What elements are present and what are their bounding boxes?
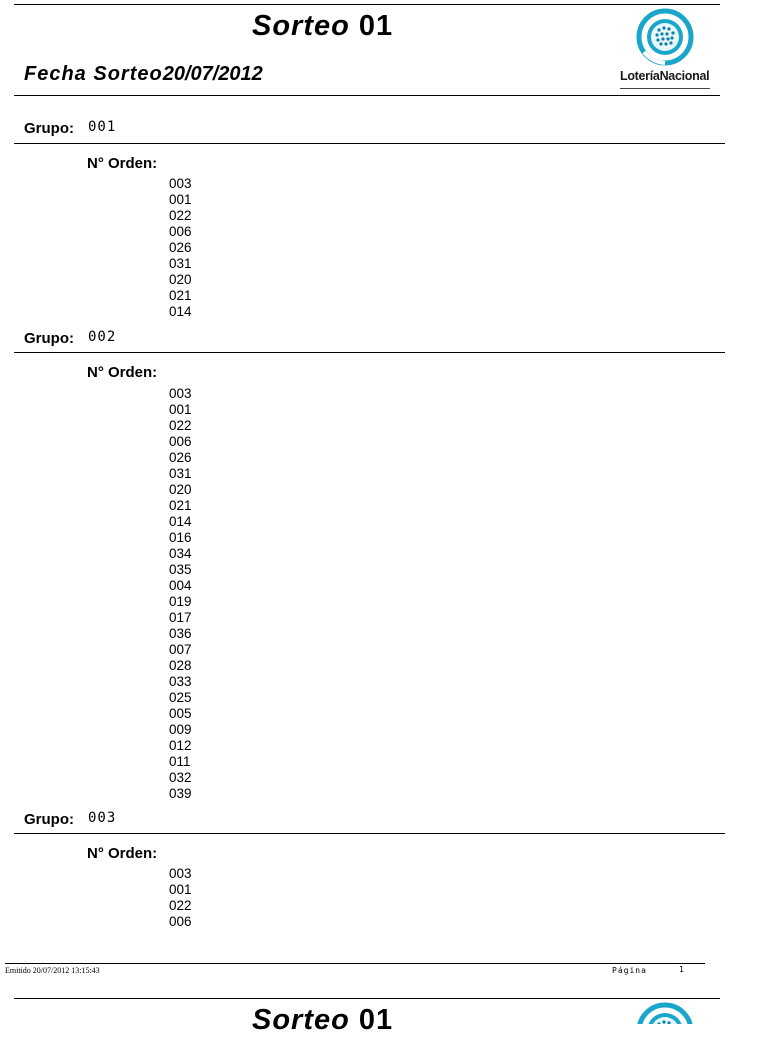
loteria-nacional-logo-icon (634, 1002, 696, 1024)
order-number: 004 (169, 578, 192, 593)
footer-rule (5, 963, 705, 964)
order-number: 006 (169, 434, 192, 449)
order-number: 031 (169, 466, 192, 481)
order-number: 014 (169, 304, 192, 319)
order-label: N° Orden: (87, 155, 158, 172)
order-number: 022 (169, 898, 192, 913)
order-number: 003 (169, 866, 192, 881)
draw-date-value: 20/07/2012 (162, 63, 263, 85)
order-number: 026 (169, 450, 192, 465)
order-number: 007 (169, 642, 192, 657)
order-number: 021 (169, 288, 192, 303)
order-number: 020 (169, 482, 192, 497)
order-list (169, 176, 192, 320)
order-number: 006 (169, 914, 192, 929)
group-label: Grupo: (24, 330, 74, 347)
title-number: 01 (358, 10, 394, 42)
draw-date-label: Fecha Sorteo (24, 63, 163, 85)
group-rule (14, 143, 725, 144)
page-label: Página (612, 966, 647, 975)
order-list (169, 866, 192, 930)
order-number: 020 (169, 272, 192, 287)
top-rule (14, 4, 720, 5)
group-rule (14, 833, 725, 834)
order-number: 039 (169, 786, 192, 801)
order-number: 021 (169, 498, 192, 513)
order-number: 028 (169, 658, 192, 673)
order-number: 026 (169, 240, 192, 255)
order-number: 031 (169, 256, 192, 271)
logo-text: LoteríaNacional (620, 69, 710, 83)
order-number: 025 (169, 690, 192, 705)
order-label: N° Orden: (87, 845, 158, 862)
next-page-top-rule (14, 998, 720, 999)
order-number: 001 (169, 402, 192, 417)
order-label: N° Orden: (87, 364, 158, 381)
draw-date (24, 63, 263, 86)
title-word: Sorteo (252, 10, 350, 42)
group-label: Grupo: (24, 120, 74, 137)
order-number: 032 (169, 770, 192, 785)
logo-underline (620, 88, 710, 89)
order-number: 011 (169, 754, 191, 769)
order-number: 033 (169, 674, 192, 689)
title-word: Sorteo (252, 1004, 350, 1036)
next-page-title (252, 1004, 393, 1037)
order-number: 016 (169, 530, 192, 545)
group-number: 003 (88, 810, 117, 826)
emitted-timestamp: Emitido 20/07/2012 13:15:43 (5, 966, 100, 975)
order-number: 017 (169, 610, 192, 625)
order-number: 036 (169, 626, 192, 641)
order-number: 001 (169, 192, 192, 207)
order-number: 001 (169, 882, 192, 897)
group-rule (14, 352, 725, 353)
order-list (169, 386, 192, 802)
order-number: 005 (169, 706, 192, 721)
report-title (252, 10, 393, 43)
title-number: 01 (358, 1004, 394, 1036)
order-number: 003 (169, 386, 192, 401)
group-number: 001 (88, 119, 117, 135)
page-number: 1 (679, 965, 685, 974)
order-number: 035 (169, 562, 192, 577)
header-rule (14, 95, 720, 96)
group-number: 002 (88, 329, 117, 345)
order-number: 014 (169, 514, 192, 529)
order-number: 022 (169, 418, 192, 433)
order-number: 034 (169, 546, 192, 561)
loteria-nacional-logo-icon (634, 8, 696, 66)
order-number: 009 (169, 722, 192, 737)
order-number: 019 (169, 594, 192, 609)
order-number: 006 (169, 224, 192, 239)
group-label: Grupo: (24, 811, 74, 828)
order-number: 022 (169, 208, 192, 223)
order-number: 012 (169, 738, 192, 753)
order-number: 003 (169, 176, 192, 191)
